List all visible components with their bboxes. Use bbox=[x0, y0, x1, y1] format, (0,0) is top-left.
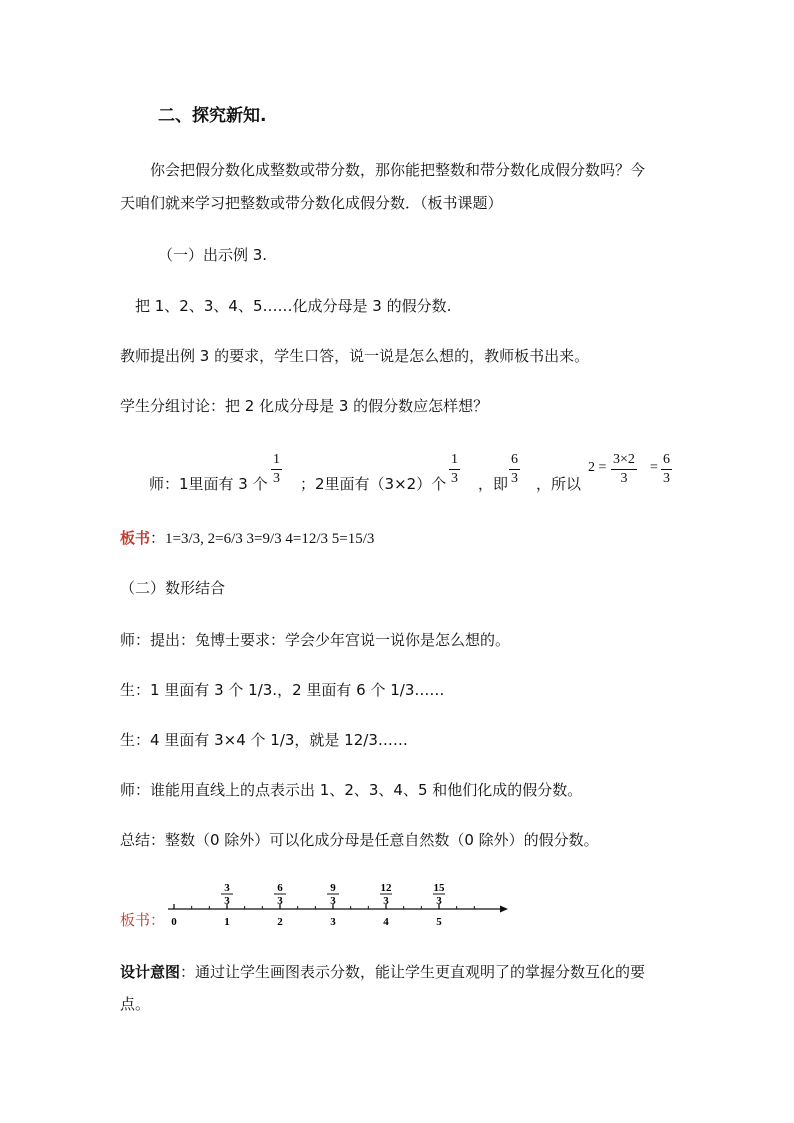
board-line-1 bbox=[120, 528, 374, 549]
fraction-label bbox=[433, 882, 445, 907]
fraction-label bbox=[221, 882, 233, 907]
fraction-six-thirds-result: 6 3 bbox=[663, 452, 670, 486]
fraction-denominator: 3 bbox=[224, 895, 230, 907]
fraction-label bbox=[274, 882, 286, 907]
student-answer-2: 生：4 里面有 3×4 个 1/3，就是 12/3…… bbox=[120, 731, 408, 749]
design-line-1 bbox=[120, 962, 645, 982]
number-line-fractions bbox=[221, 882, 445, 907]
fraction-numerator: 6 bbox=[277, 882, 283, 894]
fraction-numerator: 3 bbox=[224, 882, 230, 894]
board-label: 板书 bbox=[120, 529, 151, 547]
design-line-2: 点。 bbox=[120, 995, 151, 1013]
teacher-prompt: 师：提出：兔博士要求：学会少年宫说一说你是怎么想的。 bbox=[120, 631, 511, 649]
fraction-3x2-over-3: 3×2 3 bbox=[613, 452, 635, 486]
equation-equals: = bbox=[650, 460, 658, 475]
group-discussion: 学生分组讨论：把 2 化成分母是 3 的假分数应怎样想？ bbox=[120, 397, 489, 415]
number-line-diagram bbox=[160, 876, 510, 936]
equation-lhs: 2 = bbox=[588, 460, 607, 475]
fraction-one-third-a: 1 3 bbox=[273, 452, 280, 486]
example-text: 把 1、2、3、4、5……化成分母是 3 的假分数. bbox=[135, 297, 452, 315]
design-label: 设计意图 bbox=[120, 963, 181, 981]
section2-title: （二）数形结合 bbox=[120, 579, 226, 597]
number-line-tick-labels bbox=[171, 916, 442, 928]
fraction-numerator: 9 bbox=[330, 882, 336, 894]
student-answer-1: 生：1 里面有 3 个 1/3.，2 里面有 6 个 1/3…… bbox=[120, 681, 445, 699]
fraction-numerator: 15 bbox=[433, 882, 445, 894]
teacher-request: 教师提出例 3 的要求，学生口答，说一说是怎么想的，教师板书出来。 bbox=[120, 347, 590, 365]
design-text: ：通过让学生画图表示分数，能让学生更直观明了的掌握分数互化的要 bbox=[180, 963, 646, 981]
board-content: ：1=3/3, 2=6/3 3=9/3 4=12/3 5=15/3 bbox=[150, 531, 375, 547]
tick-label: 4 bbox=[383, 916, 389, 928]
formula-part-2: ；2里面有（3×2）个 bbox=[300, 475, 447, 493]
tick-label: 2 bbox=[277, 916, 283, 928]
section-heading: 二、探究新知. bbox=[158, 106, 267, 126]
fraction-one-third-b: 1 3 bbox=[451, 452, 458, 486]
intro-line-2: 天咱们就来学习把整数或带分数化成假分数．（板书课题） bbox=[120, 194, 503, 212]
tick-label: 5 bbox=[436, 916, 442, 928]
fraction-denominator: 3 bbox=[383, 895, 389, 907]
tick-label: 1 bbox=[224, 916, 230, 928]
fraction-six-thirds: 6 3 bbox=[511, 452, 518, 486]
fraction-label bbox=[327, 882, 339, 907]
fraction-label bbox=[380, 882, 392, 907]
fraction-numerator: 12 bbox=[380, 882, 392, 894]
fraction-denominator: 3 bbox=[436, 895, 442, 907]
board-label-2: 板书： bbox=[120, 911, 166, 929]
tick-label: 3 bbox=[330, 916, 336, 928]
formula-part-3: ，即 bbox=[478, 475, 509, 493]
fraction-denominator: 3 bbox=[330, 895, 336, 907]
teacher-question: 师：谁能用直线上的点表示出 1、2、3、4、5 和他们化成的假分数。 bbox=[120, 781, 583, 799]
summary-text: 总结：整数（0 除外）可以化成分母是任意自然数（0 除外）的假分数。 bbox=[120, 831, 599, 849]
fraction-denominator: 3 bbox=[277, 895, 283, 907]
tick-label: 0 bbox=[171, 916, 177, 928]
intro-line-1: 你会把假分数化成整数或带分数，那你能把整数和带分数化成假分数吗？今 bbox=[150, 161, 646, 179]
formula-part-1: 师：1里面有 3 个 bbox=[149, 475, 268, 493]
section1-title: （一）出示例 3. bbox=[158, 246, 268, 264]
formula-part-4: ，所以 bbox=[536, 475, 582, 493]
number-line-major-ticks bbox=[174, 904, 439, 909]
